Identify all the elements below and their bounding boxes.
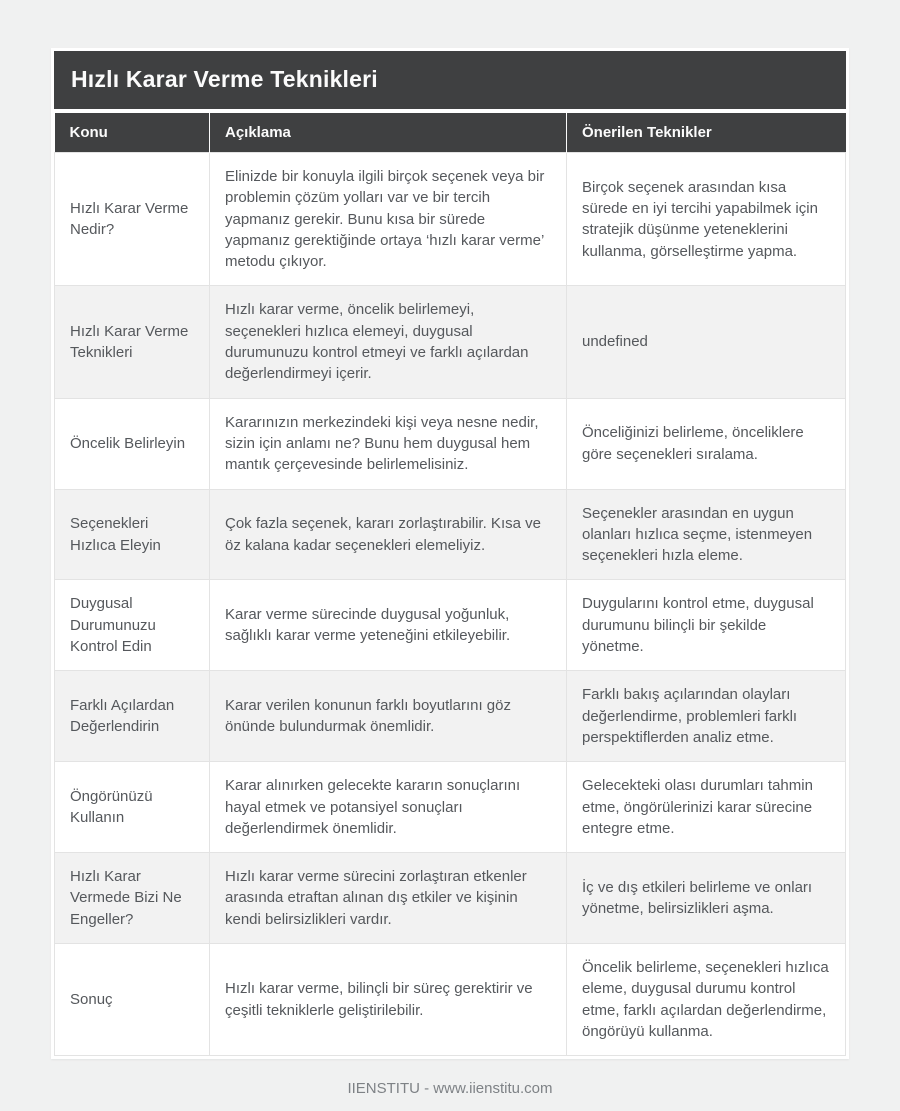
cell-aciklama: Karar verilen konunun farklı boyutlarını göz önünde bulundurmak önemlidir. [210,671,567,762]
column-header-aciklama: Açıklama [210,113,567,153]
cell-teknikler: Duygularını kontrol etme, duygusal durumunu bilinçli bir şekilde yönetme. [567,580,846,671]
decision-techniques-table [54,113,846,1056]
cell-konu: Hızlı Karar Verme Teknikleri [55,286,210,398]
table-row [55,762,846,853]
cell-aciklama: Elinizde bir konuyla ilgili birçok seçenek veya bir problemin çözüm yolları var ve bir tercih yapmanız gerekir. Bunu kısa bir sürede yapmanız gerektiğinde ortaya ‘hızlı karar verme’ metodu çıkıyor. [210,153,567,286]
table-row [55,944,846,1056]
cell-konu: Hızlı Karar Verme Nedir? [55,153,210,286]
cell-aciklama: Hızlı karar verme, bilinçli bir süreç gerektirir ve çeşitli tekniklerle geliştirilebilir. [210,944,567,1056]
page-title: Hızlı Karar Verme Teknikleri [54,51,846,109]
cell-konu: Hızlı Karar Vermede Bizi Ne Engeller? [55,853,210,944]
content-card [51,48,849,1059]
table-header-row [55,113,846,153]
cell-konu: Duygusal Durumunuzu Kontrol Edin [55,580,210,671]
cell-teknikler: Farklı bakış açılarından olayları değerlendirme, problemleri farklı perspektiflerden analiz etme. [567,671,846,762]
table-row [55,489,846,580]
footer-attribution: IIENSTITU - www.iienstitu.com [347,1080,553,1098]
cell-teknikler: undefined [567,286,846,398]
cell-teknikler: Seçenekler arasından en uygun olanları hızlıca seçme, istenmeyen seçenekleri hızla eleme. [567,489,846,580]
cell-teknikler: Öncelik belirleme, seçenekleri hızlıca eleme, duygusal durumu kontrol etme, farklı açılardan değerlendirme, öngörüyü kullanma. [567,944,846,1056]
cell-konu: Öncelik Belirleyin [55,398,210,489]
column-header-konu: Konu [55,113,210,153]
table-row [55,398,846,489]
table-row [55,580,846,671]
cell-teknikler: Birçok seçenek arasından kısa sürede en iyi tercihi yapabilmek için stratejik düşünme yeteneklerini kullanma, görselleştirme yapma. [567,153,846,286]
table-row [55,286,846,398]
cell-aciklama: Çok fazla seçenek, kararı zorlaştırabilir. Kısa ve öz kalana kadar seçenekleri elemeliyiz. [210,489,567,580]
table-row [55,853,846,944]
table-row [55,671,846,762]
cell-konu: Öngörünüzü Kullanın [55,762,210,853]
column-header-teknikler: Önerilen Teknikler [567,113,846,153]
cell-teknikler: İç ve dış etkileri belirleme ve onları yönetme, belirsizlikleri aşma. [567,853,846,944]
cell-konu: Seçenekleri Hızlıca Eleyin [55,489,210,580]
cell-aciklama: Kararınızın merkezindeki kişi veya nesne nedir, sizin için anlamı ne? Bunu hem duygusal hem mantık çerçevesinde belirlemelisiniz. [210,398,567,489]
cell-aciklama: Hızlı karar verme sürecini zorlaştıran etkenler arasında etraftan alınan dış etkiler ve kişinin kendi belirsizlikleri vardır. [210,853,567,944]
cell-konu: Sonuç [55,944,210,1056]
cell-teknikler: Gelecekteki olası durumları tahmin etme, öngörülerinizi karar sürecine entegre etme. [567,762,846,853]
cell-aciklama: Karar alınırken gelecekte kararın sonuçlarını hayal etmek ve potansiyel sonuçları değerlendirmek önemlidir. [210,762,567,853]
cell-aciklama: Karar verme sürecinde duygusal yoğunluk, sağlıklı karar verme yeteneğini etkileyebilir. [210,580,567,671]
cell-teknikler: Önceliğinizi belirleme, önceliklere göre seçenekleri sıralama. [567,398,846,489]
cell-konu: Farklı Açılardan Değerlendirin [55,671,210,762]
cell-aciklama: Hızlı karar verme, öncelik belirlemeyi, seçenekleri hızlıca elemeyi, duygusal durumunuzu kontrol etmeyi ve farklı açılardan değerlendirmeyi içerir. [210,286,567,398]
table-row [55,153,846,286]
